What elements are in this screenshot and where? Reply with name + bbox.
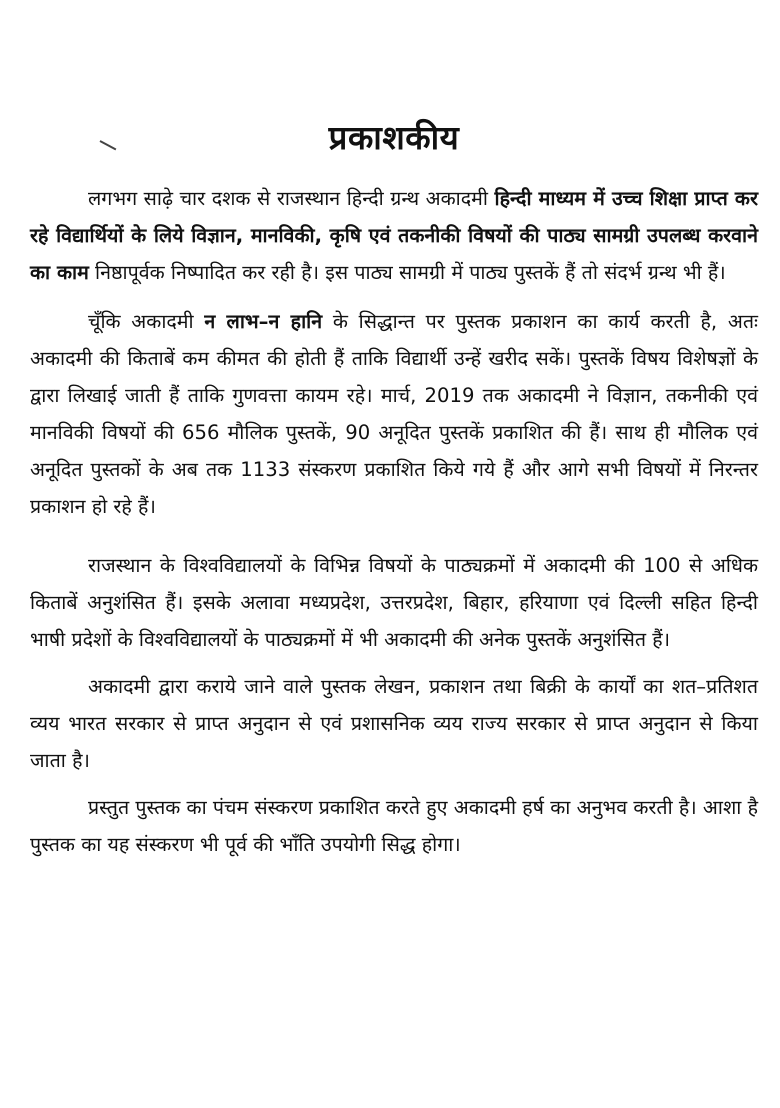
paragraph-1 bbox=[30, 180, 758, 291]
paragraph-4: अकादमी द्वारा कराये जाने वाले पुस्तक लेखन, प्रकाशन तथा बिक्री के कार्यों का शत–प्रतिशत व्यय भारत सरकार से प्राप्त अनुदान से एवं प्रशासनिक व्यय राज्य सरकार से प्राप्त अनुदान से किया जाता है। bbox=[30, 675, 758, 772]
paragraph-1-bold-text: हिन्दी माध्यम में उच्च शिक्षा प्राप्त कर रहे विद्यार्थियों के लिये विज्ञान, मानविकी, कृषि एवं तकनीकी विषयों की पाठ्य सामग्री उपलब्ध करवाने का काम bbox=[30, 187, 758, 284]
paragraph-5: प्रस्तुत पुस्तक का पंचम संस्करण प्रकाशित करते हुए अकादमी हर्ष का अनुभव करती है। आशा है पुस्तक का यह संस्करण भी पूर्व की भाँति उपयोगी सिद्ध होगा। bbox=[30, 796, 758, 856]
paragraph-2-text-c: के सिद्धान्त पर पुस्तक प्रकाशन का कार्य करती है, अतः अकादमी की किताबें कम कीमत की होती हैं ताकि विद्यार्थी उन्हें खरीद सकें। पुस्तकें विषय विशेषज्ञों के द्वारा लिखाई जाती हैं ताकि गुणवत्ता कायम रहे। मार्च, 2019 तक अकादमी ने विज्ञान, तकनीकी एवं मानविकी विषयों की 656 मौलिक पुस्तकें, 90 अनूदित पुस्तकें प्रकाशित की हैं। साथ ही मौलिक एवं अनूदित पुस्तकों के अब तक 1133 संस्करण प्रकाशित किये गये हैं और आगे सभी विषयों में निरन्तर प्रकाशन हो रहे हैं। bbox=[30, 310, 758, 518]
page-title: प्रकाशकीय bbox=[328, 118, 460, 157]
paragraph-2-text-a: चूँकि अकादमी bbox=[88, 310, 205, 333]
paragraph-1-text-c: निष्ठापूर्वक निष्पादित कर रही है। इस पाठ्य सामग्री में पाठ्य पुस्तकें हैं तो संदर्भ ग्रन्थ भी हैं। bbox=[88, 261, 726, 284]
paragraph-2-bold-text: न लाभ–न हानि bbox=[204, 310, 323, 333]
paragraph-3: राजस्थान के विश्वविद्यालयों के विभिन्न विषयों के पाठ्यक्रमों में अकादमी की 100 से अधिक किताबें अनुशंसित हैं। इसके अलावा मध्यप्रदेश, उत्तरप्रदेश, बिहार, हरियाणा एवं दिल्ली सहित हिन्दी भाषी प्रदेशों के विश्वविद्यालयों के पाठ्यक्रमों में भी अकादमी की अनेक पुस्तकें अनुशंसित हैं। bbox=[30, 554, 758, 651]
paragraph-1-text-a: लगभग साढ़े चार दशक से राजस्थान हिन्दी ग्रन्थ अकादमी bbox=[88, 187, 495, 210]
paragraph-2 bbox=[30, 303, 758, 525]
